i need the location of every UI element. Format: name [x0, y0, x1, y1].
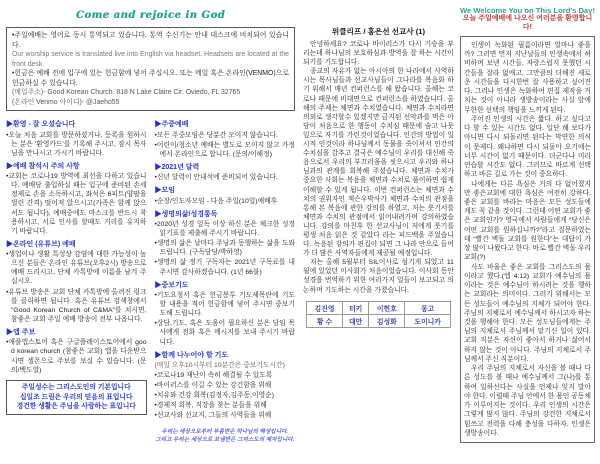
service-notice-box [6, 27, 295, 111]
welcome-title-ko: 오늘 주일예배에 나오신 여러분을 환영합니다! [462, 15, 593, 32]
section-attendance-precautions [6, 162, 147, 236]
motto-line: 주일성수는 그리스도인의 기본입니다 [21, 383, 131, 391]
left-page-title: Come and rejoice in God [75, 10, 226, 21]
bullet-item: •상담,기도, 혹은 도움이 필요하신 분은 담임 목사에게 전화 혹은 메시지를 보내 주시기 바랍니다. [154, 320, 295, 346]
welcome-title-en: We Welcome You on This Lord's Day! [459, 6, 595, 15]
table-cell: 황 수 [307, 314, 343, 327]
bullet-item: •2020년 성경 일독 이상 하신 분은 체크한 성경읽기표를 제출해 주시기 바랍니다. [154, 221, 295, 238]
bullet-item: •신년 달력이 안내석에 준비되어 있습니다. [154, 174, 278, 182]
motto-line: 십일조 드림은 우리의 믿음의 표입니다 [19, 393, 133, 401]
pastor-paragraph: 사도 바울은 좋은 교회를 그리스도의 몸이라고 했다.(엡 4:12) 교회가 예수님의 몸이라는 것은 예수님이 하시려는 것을 행하는 교회라는 의미이다. 그러기 위해서는 모든 성도들이 예수님의 지체가 되어야 한다. 주님의 지체로서 예수님께서 하시고자 하는 것을 행해야 한다. 모든 성도님들에게는 주님의 지체로서 주님께서 맡기신 일이 있다. 교회 직분은 자신이 좋아서 하거나 싫어서 하지 않는 것이 아니다. 주님의 지체로서 주님께서 주신 직분이다. [463, 263, 591, 363]
pastor-paragraph: 우리 주님의 지체로서 자신을 볼 때나 다른 성도를 볼 때나 예수님께서 그(나)를 통하여 일하신다는 사실을 언제나 잊지 말아야 한다. 이럴때 주님 안에서 한 몸인 공동체가 이루어지는 것이다. 우리 인생의 시간은 그렇게 많지 않다. 주님의 강건한 지체로서 힘쓰고 전력을 다해 충성을 다하자. 인생은 생방송이다. [463, 365, 591, 437]
table-row [307, 314, 451, 327]
bullet-item: •교회는 코로나19 방역에 최선을 다하고 있습니다. 예배당 출입하실 때는 입구에 준비된 손세정제로 손을 소독하시고, 좌석은 6피트(양팔을 벌린 간격) 떨어져 앉으시고(가족은 함께 앉으셔도 됩니다), 예배중에도 마스크를 반드시 착용하시고, 서로 인사를 할때도 거리를 유지하기 바랍니다. [6, 173, 147, 235]
section-title: ▶환영 - 잘 오셨습니다 [6, 121, 76, 129]
table-row [307, 301, 451, 314]
pastor-paragraph: 인생이 녹화된 필름이라면 얼마나 좋을까? 그러면 먼저 지난날들의 인생속에서 허비하며 보낸 시간들, 자랑스럽지 못했던 시간들을 잘라 없애고, 그만큼의 더해진 새로운 시간들을 다시한번 잘 사용하고 싶어진다. 그러나 인생은 녹화하여 편집 제작을 거치는 것이 아니라 생방송이라는 사실 앞에 무한한 선택의 책임을 느끼게 된다. [463, 41, 591, 114]
bullet-item: •생명의 삶은 날마다 주님과 동행하는 삶을 도와드립니다. (구독담당/박하영) [154, 240, 295, 257]
section-intercessory-prayer [155, 281, 296, 347]
section-welcome [6, 120, 147, 158]
bullet-item: •모든 주중모임은 당분간 모이지 않습니다. [154, 131, 278, 139]
bullet-item: •치유와 건강 회복(김정자,김주동,이영순) [154, 392, 275, 400]
bullet-item: •경제적 회복, 직장을 찾는 분들을 위해 [154, 402, 267, 410]
bullet-item: •코로나19 재난이 속히 해결될 수 있도록 [154, 372, 273, 380]
interpretation-notice-ko: •주일예배는 영어로 동시 통역되고 있습니다. 통역 수신기는 안내 데스크에 비치되어 있습니다. [12, 32, 289, 49]
table-cell: 대만 [342, 314, 368, 327]
identity-line: 우리는 세상으로부터 부름받은 하나님의 백성입니다. [161, 428, 289, 435]
table-cell: 몽고 [405, 301, 451, 314]
column-announcements [155, 116, 296, 444]
identity-line: 그리고 우리는 세상으로 보냄받은 그리스도의 제자입니다. [155, 436, 295, 443]
left-columns [6, 116, 295, 444]
section-title: ▶2021년 달력 [154, 163, 200, 171]
bullet-item: •생업이나 생활 특성상 감염에 대한 가능성이 높으신 분들은 온라인 유튜브(오후2시) 방송으로 예배 드리시고, 단체 카톡방에 이름을 남겨 주십시오. [6, 251, 147, 286]
offering-notice-ko: •헌금은 예배 전에 입구에 있는 헌금함에 넣어 주십시오. 또는 메일 혹은 온라인(VENMO)으로 헌금하실 수 있습니다. [12, 70, 289, 87]
pastor-message-box [460, 36, 595, 443]
section-meetings [155, 186, 296, 205]
bullet-item: •기도요청서 혹은 헌금봉투 기도제목란에 기도할 내용을 적어 헌금함에 넣어 주시면 중보기도해 드립니다. [154, 292, 295, 318]
section-title: ▶생명의삶/성경통독 [154, 210, 218, 218]
section-title: ▶주중예배 [154, 121, 189, 129]
section-bible-reading [155, 210, 296, 277]
section-weekday-worship [155, 120, 296, 159]
section-title: ▶온라인 (유튜브) 예배 [6, 240, 76, 248]
bullet-item: •순장/인도자모임 - 다음 주일(10일)예배후 [154, 197, 278, 205]
table-cell: 이헌호 [369, 301, 405, 314]
missionary-letter-title: 위클리프 / 홍은선 선교사 (1) [331, 27, 426, 36]
bullet-item: •유튜브 방송은 교회 단체 카톡방에 올려진 링크를 클릭하면 됩니다. 혹은 유튜브 검색창에서 "Good Korean Church of C&MA"를 치시면, 참좋은 교회 주일 예배 방송이 전부 나옵니다. [6, 288, 147, 323]
interpretation-notice-en: Our worship service is translated live into English via headset. Headsets are located at the front desk. [12, 51, 289, 68]
prayer-time-note: (매일 오후10시부터 10분간은 중보기도시간) [154, 361, 285, 369]
section-title: ▶예배 참석시 주의 사항 [6, 162, 80, 170]
section-title: ▶모임 [154, 187, 176, 195]
table-cell: 도미니카 [405, 314, 451, 327]
bullet-item: •선교사와 선교지, 그들의 사역들을 위해 [154, 412, 272, 420]
motto-line: 경건한 생활은 주님을 사랑하는 표입니다 [16, 403, 136, 411]
bullet-item: •바이러스를 이길 수 있는 강건함을 위해 [154, 382, 272, 390]
section-app-bulletin [6, 328, 147, 375]
identity-statement [155, 428, 296, 445]
missionary-table [306, 301, 451, 328]
section-title: ▶중보기도 [154, 281, 189, 289]
section-shared-prayers [155, 351, 296, 421]
missionary-paragraph: 종교의 자유가 없는 아시아의 한 나라에서 사역하시는 목사님들과 선교사님들이 그나라를 복음화 하기 위해서 매년 컨퍼런스를 해 왔습니다. 올해는 코로나 때문에 비대면으로 컨퍼런스를 하였습니다. 올해의 주제는 체면과 수치였습니다. 체면과 수치라면 의외로 생각할수 있겠지만 금지된 선악과를 먹은 아담이 처음으로 한 행동이 수치심 때문에 숨고 나뭇잎으로 자기를 가린것이었습니다. 인간의 방법이 일시적 인것이라 하나님께서 동물을 죽이셔서 인간의 수치심을 감추고 결국은 예수님이 우리를 대신해 죽음으로서 우리의 부끄러움을 씻으시고 우리와 하나님과의 관계를 회복해 주셨습니다. 체면과 수치가 중요한 사회는 복음을 체면과 수치로 풀이하면 쉽게 이해할 수 있게 됩니다. 이번 컨퍼런스는 체면과 수치의 권위자인 잭슨우박사가 체면과 수치의 관점을 통해 본 복음에 관한 강의를 하였고, 저는 룻기서를 체면과 수치의 관점에서 읽어내려가며 강의하였습니다. 강의를 마친후 한 선교사님이 저에게 룻기를 평생 처음 읽은 것 같았다 라는 피드백을 주었습니다. 녹음된 강의가 편집이 되면 그 나라 안으로 들어가 더 많은 사역자들에게 제공될 예정입니다. [303, 68, 454, 258]
bullet-item: •어린이/청소년 예배는 별도로 모이지 않고 가정에서 온라인으로 합니다. (문의/이해정) [154, 141, 295, 158]
pastor-paragraph: 주어진 인생의 시간은 짧다. 하고 싶다고 다 할 수 있는 시간도 없다. 일단 해 보다가 아니면 다시 되돌리면 된다는 막연한 의식이 문제다. 왜냐하면 다시 되돌아 오기에는 너무 시간이 없기 때문이다. 더군다나 미리 연습할 시간도 없다. 그러므로 바르게 선택하고 바른 길로 가는 것이 중요하다. [463, 115, 591, 179]
bullet-item: •생명의 삶 정기 구독자는 2021년 구독료를 내 주시면 감사하겠습니다. (1년 66불) [154, 259, 295, 276]
section-title: ▶함께 나누어야 할 기도 [154, 351, 229, 359]
pastor-paragraph: 나에게는 다른 욕심은 거의 다 없어졌지만 좋은교회에 대한 욕심은 여전히 강하다. 좋은 교회를 바라는 마음은 모든 성도들에게도 꼭 같을 것이다. 그런데 어떤 교회가 좋은 교회인가? 영국에서 사람들에게 “당신은 어떤 교회를 원하십니까?”라고 질문하였는데 “빨간 벽돌 교회를 원한다”는 대답이 가장 많이 나왔다고 한다. 바로 빨간 벽돌 우리 교회(?) [463, 180, 591, 262]
section-2021-calendar [155, 163, 296, 182]
table-cell: 김진영 [307, 301, 343, 314]
table-cell: 김성화 [369, 314, 405, 327]
bullet-item: •애플앱스토어 혹은 구글플레이스토어에서 good korean church (참좋은 교회) 앱을 다운받으시면 셀폰으로 주보를 보실 수 있습니다. (문의/백도열) [6, 339, 147, 374]
faith-motto-box [6, 380, 147, 416]
missionary-paragraph: 저는 올해 5월부터 SIL이사로 섬기게 되었고 11월에 있었던 이사회가 처음이었습니다. 이사회 동안 성경을 번역하기 위한 여러가지 일들이 보고되고 의논하며 기도하는 시간을 가졌습니다. [303, 259, 454, 294]
bullet-item: •오늘 처음 교회를 방문하셨거나, 등록을 원하시는 분은 '환영카드'를 기록해 주시고, 잠시 목사님을 만나시고 가시기 바랍니다. [6, 131, 147, 157]
missionary-letter-column [303, 6, 454, 460]
table-cell: 터키 [342, 301, 368, 314]
offering-mail-address: (메일주소)- Good Korean Church. 818 N Lake Claire Cir. Oviedo, FL 32765 [12, 89, 241, 97]
section-title: ▶앱 주보 [6, 328, 36, 336]
section-online-youtube-worship [6, 240, 147, 324]
missionary-paragraph: 안녕하세요? 코로나 바이러스가 다시 기승을 부리는데 하나님의 보호하심과 방역을 잘 하는 시간이 되기를 기도합니다. [303, 41, 454, 67]
offering-venmo-id: (온라인 Venmo 아이디)- @Jaeho55 [12, 98, 120, 106]
column-welcome-info [6, 116, 147, 444]
bulletin-right-page [300, 0, 600, 464]
pastor-column [460, 6, 595, 460]
